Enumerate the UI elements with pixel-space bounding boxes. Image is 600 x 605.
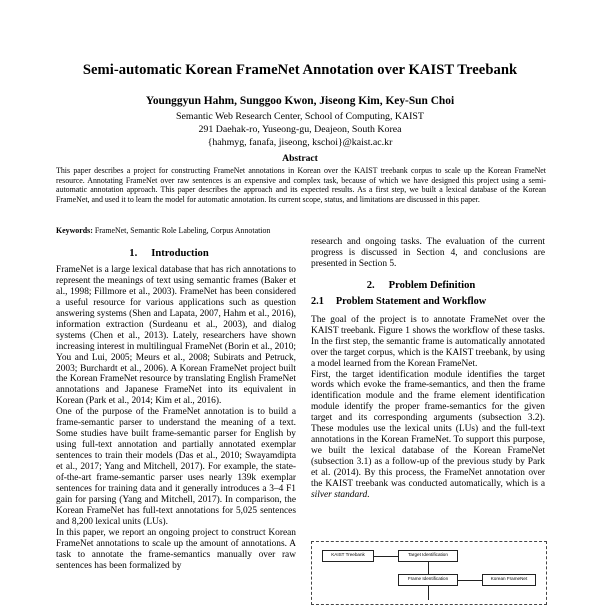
affiliation-line: Semantic Web Research Center, School of Computing, KAIST: [176, 111, 424, 122]
section-title: Introduction: [151, 248, 209, 259]
address-line: 291 Daehak-ro, Yuseong-gu, Deajeon, South Korea: [198, 124, 402, 135]
paper-title: Semi-automatic Korean FrameNet Annotation over KAIST Treebank: [82, 62, 518, 78]
emphasis-text: silver standard: [311, 490, 368, 501]
email-line: {hahmyg, fanafa, jiseong, kschoi}@kaist.ac.kr: [207, 137, 393, 148]
figure-box: KAIST Treebank: [322, 550, 374, 562]
figure-arrow: [374, 556, 398, 557]
body-paragraph: The goal of the project is to annotate FrameNet over the KAIST treebank. Figure 1 shows the workflow of these tasks. In the first step, the semantic frame is automatically annotated over the target corpus, which is the KAIST treebank, by using a model learned from the Korean FrameNet.: [311, 314, 545, 369]
abstract-text: This paper describes a project for constructing FrameNet annotations in Korean over the KAIST treebank corpus to scale up the Korean FrameNet resource. Annotating FrameNet over raw sentences is an expensive and complex task, because of which we have designed this project using a semi-automatic annotation approach. This paper describes the approach and its expected results. As a first step, we built a lexical database of the Korean FrameNet, and used it to learn the model for automatic annotation. Its current scope, status, and limitations are discussed in this paper.: [56, 166, 546, 204]
intro-paragraph: FrameNet is a large lexical database that has rich annotations to represent the meanings of text using semantic frames (Baker et al., 1998; Fillmore et al., 2003). FrameNet has been considered a useful resource for various applications such as question answering systems (Shen and Lapata, 2007, Hahm et al., 2016), information extraction (Surdeanu et al., 2003), and dialog systems (Chen et al., 2013). Lately, researchers have shown increasing interest in multilingual FrameNet (Borin et al., 2010; You and Lui, 2005; Meurs et al., 2008; Subirats and Petruck, 2003; Burchardt et al., 2006). A Korean FrameNet project built the Korean FrameNet resource by translating English FrameNet annotations and Japanese FrameNet into its equivalent in Korean (Park et al., 2014; Kim et al., 2016).: [56, 264, 296, 407]
intro-paragraph: One of the purpose of the FrameNet annotation is to build a frame-semantic parser to understand the meaning of a text. Some studies have built frame-semantic parser for English by using full-text annotation and partially annotated exemplar sentences to train their models (Das et al., 2010; Swayamdipta et al., 2017; Yang and Mitchell, 2017). For example, the state-of-the-art frame-semantic parser uses nearly 139k exemplar sentences for training data and it generally introduces a 3–4 F1 gain for parsing (Yang and Mitchell, 2017). In comparison, the Korean FrameNet has full-text annotations for 5,025 sentences and 8,200 lexical units (LUs).: [56, 407, 296, 527]
section-heading-problem-definition: [311, 281, 545, 292]
figure-arrow: [428, 562, 429, 574]
abstract-heading: Abstract: [282, 153, 318, 164]
section-heading-introduction: [56, 249, 296, 260]
left-column: [56, 249, 296, 572]
continuation-paragraph: research and ongoing tasks. The evaluation of the current progress is discussed in Section 4, and conclusions are presented in Section 5.: [311, 237, 545, 269]
keywords: [56, 226, 546, 236]
section-number: 1.: [129, 248, 138, 259]
body-paragraph: [311, 370, 545, 501]
author-list: Younggyun Hahm, Sunggoo Kwon, Jiseong Kim, Key-Sun Choi: [145, 95, 455, 107]
subsection-title: Problem Statement and Workflow: [335, 295, 487, 307]
figure-box: Target Identification: [398, 550, 458, 562]
figure-arrow: [428, 586, 429, 600]
subsection-heading: [311, 297, 545, 308]
sentence-end: .: [367, 490, 370, 501]
intro-paragraph: In this paper, we report an ongoing project to construct Korean FrameNet annotations to scale up the amount of annotations. A task to annotate the frame-semantics manually over raw sentences has been formalized by: [56, 527, 296, 571]
figure-box: Korean FrameNet: [482, 574, 536, 586]
subsection-number: 2.1: [311, 295, 324, 307]
body-text: First, the target identification module identifies the target words which evoke the frame-semantics, and then the frame identification module and the frame element identification module identify the proper frame-semantics for the given target and its corresponding arguments (subsection 3.2). These modules use the lexical units (LUs) and the full-text annotations in the Korean FrameNet. To support this purpose, we built the lexical database of the Korean FrameNet (subsection 3.1) as a follow-up of the previous study by Park et al. (2014). By this process, the FrameNet annotation over the KAIST treebank was conducted automatically, which is a: [311, 369, 545, 490]
section-title: Problem Definition: [388, 279, 476, 291]
figure-arrow: [458, 580, 482, 581]
section-number: 2.: [366, 279, 375, 291]
keywords-text: FrameNet, Semantic Role Labeling, Corpus Annotation: [94, 226, 271, 235]
workflow-figure: [311, 541, 547, 605]
keywords-label: Keywords:: [56, 226, 93, 235]
right-column: [311, 237, 545, 501]
figure-box: Frame Identification: [398, 574, 458, 586]
